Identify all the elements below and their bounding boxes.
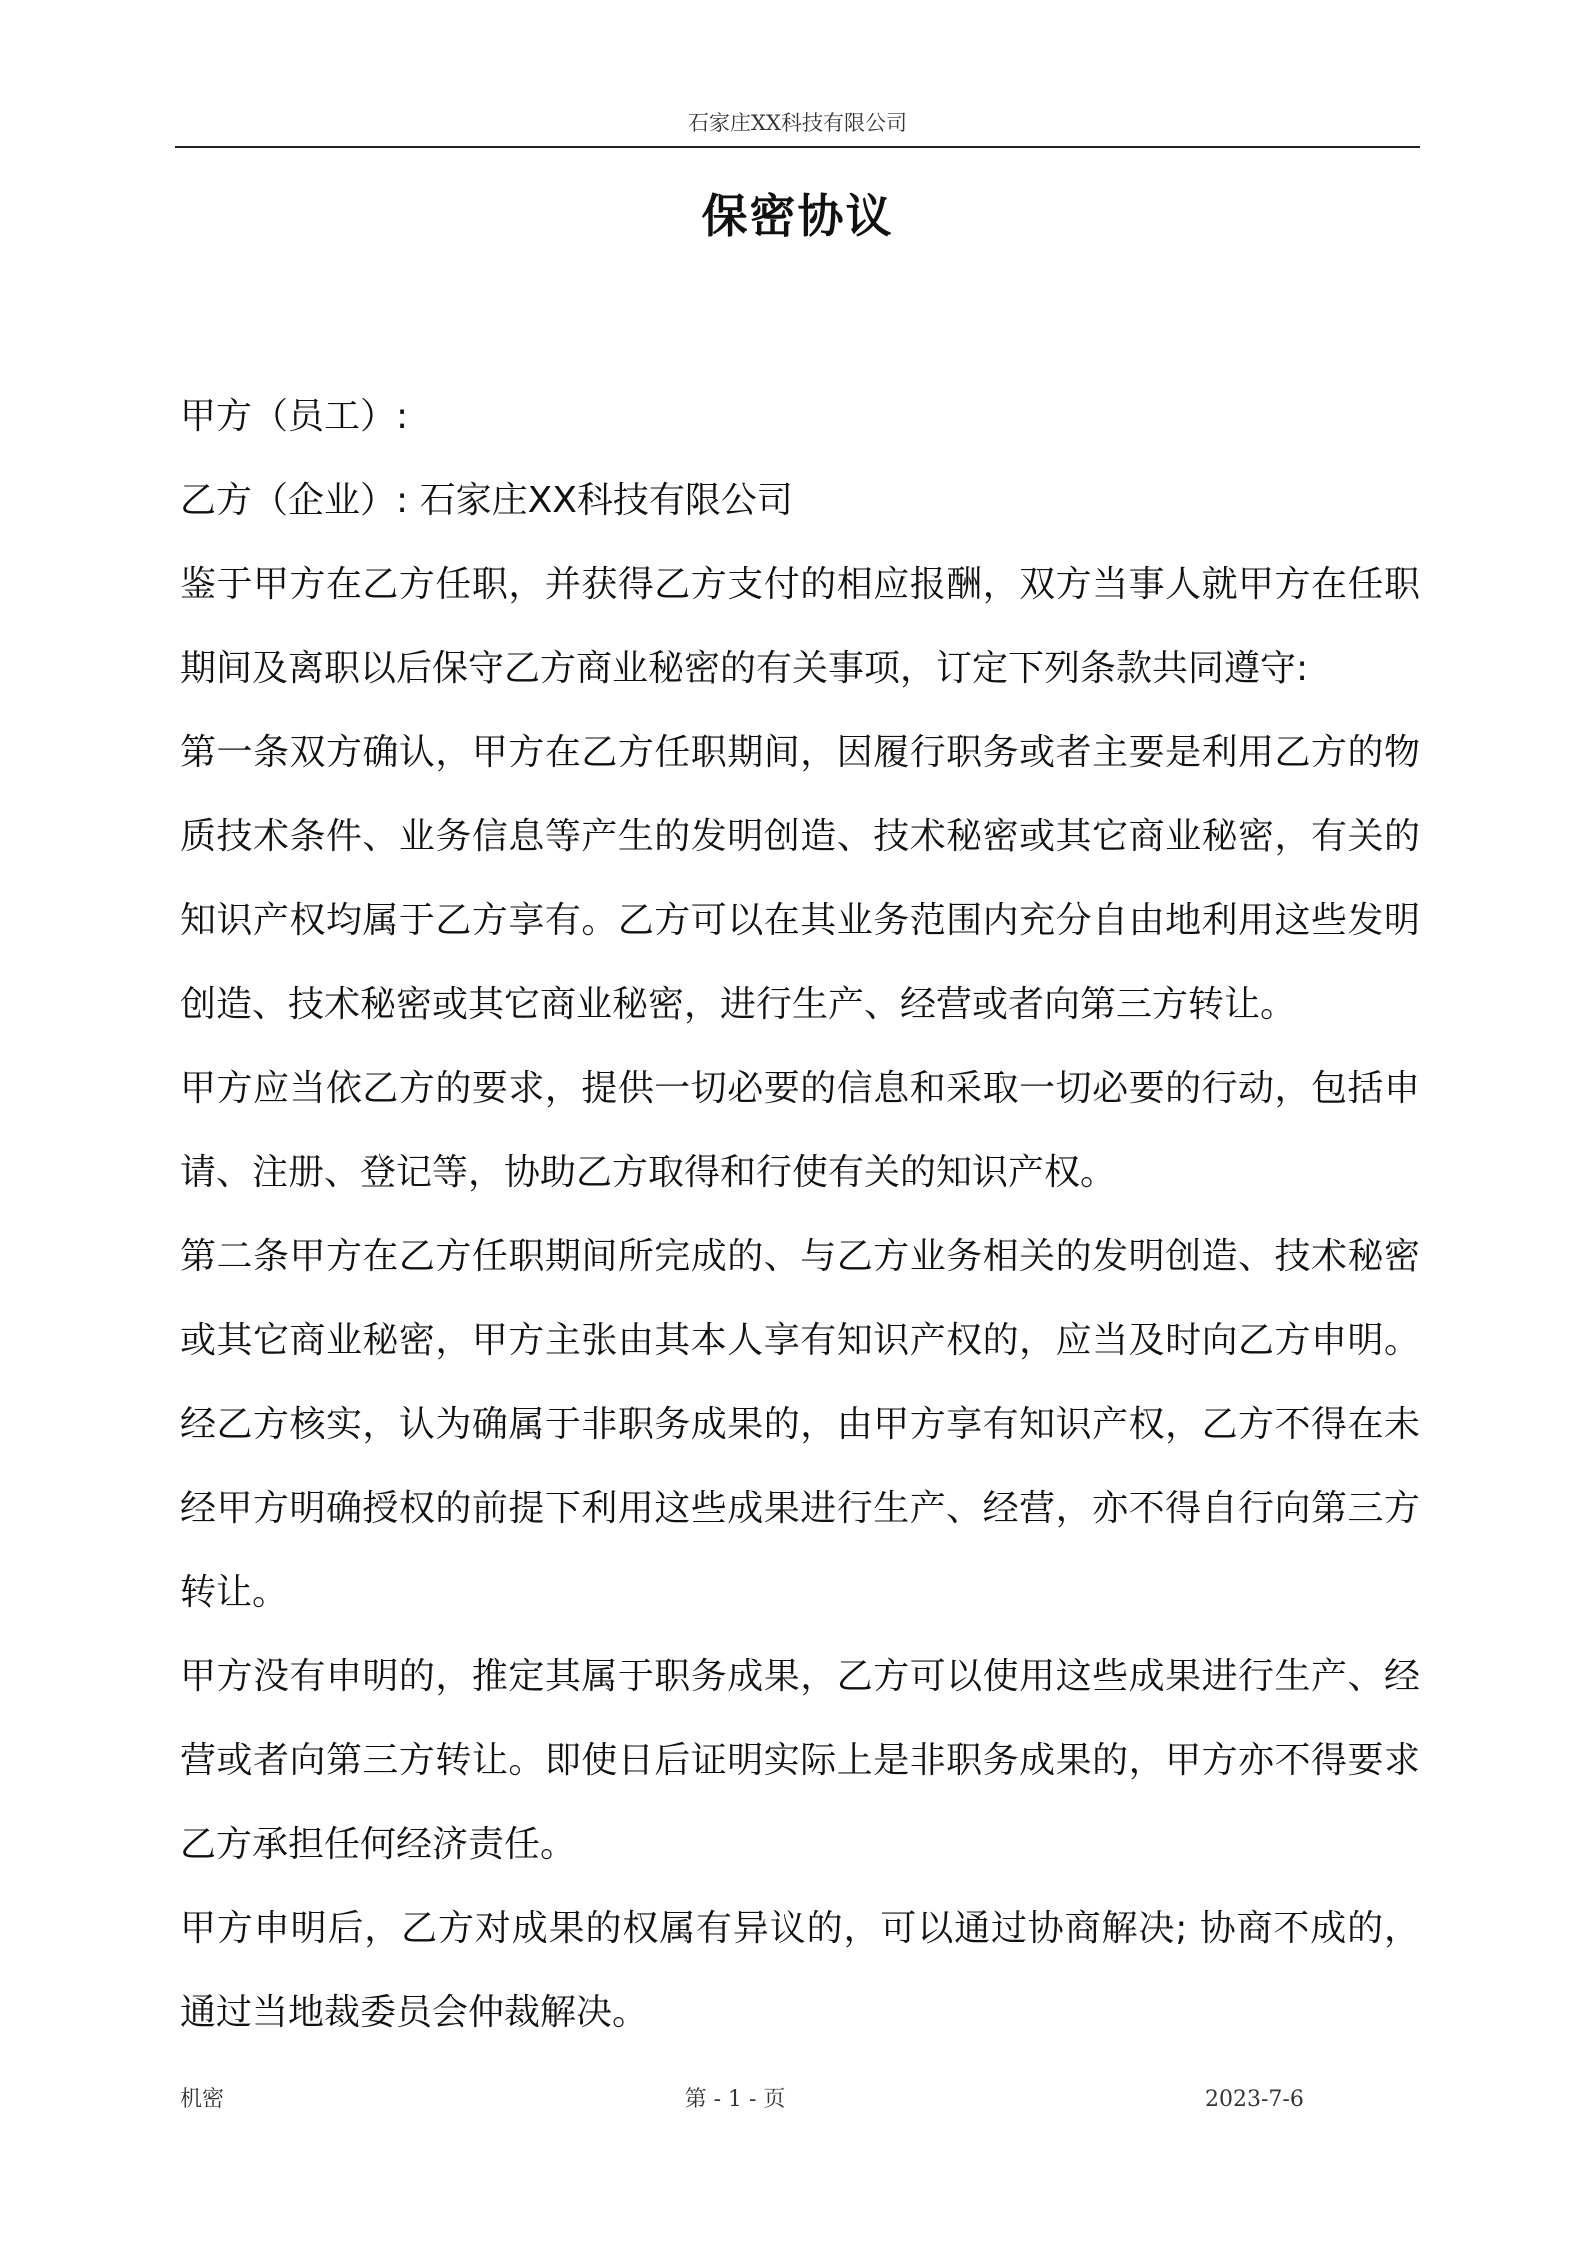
- footer-confidential-label: 机密: [180, 2087, 225, 2112]
- header-divider: [175, 146, 1420, 148]
- document-title: 保密协议: [701, 189, 894, 243]
- party-a-line: 甲方（员工）:: [180, 396, 409, 437]
- paragraph-article-2-cont: 甲方没有申明的，推定其属于职务成果，乙方可以使用这些成果进行生产、经营或者向第三方转让。即使日后证明实际上是非职务成果的，甲方亦不得要求乙方承担任何经济责任。: [180, 1656, 1420, 1865]
- paragraph-article-1-cont: 甲方应当依乙方的要求，提供一切必要的信息和采取一切必要的行动，包括申请、注册、登记等，协助乙方取得和行使有关的知识产权。: [180, 1068, 1420, 1193]
- paragraph-article-2-dispute: 甲方申明后，乙方对成果的权属有异议的，可以通过协商解决; 协商不成的，通过当地裁委员会仲裁解决。: [180, 1908, 1420, 2033]
- paragraph-article-1: 第一条双方确认，甲方在乙方任职期间，因履行职务或者主要是利用乙方的物质技术条件、业务信息等产生的发明创造、技术秘密或其它商业秘密，有关的知识产权均属于乙方享有。乙方可以在其业务范围内充分自由地利用这些发明创造、技术秘密或其它商业秘密，进行生产、经营或者向第三方转让。: [180, 732, 1420, 1025]
- document-body: [180, 375, 1420, 2055]
- footer-page-number: 第 - 1 - 页: [684, 2087, 786, 2112]
- paragraph-preamble: 鉴于甲方在乙方任职，并获得乙方支付的相应报酬，双方当事人就甲方在任职期间及离职以后保守乙方商业秘密的有关事项，订定下列条款共同遵守:: [180, 564, 1420, 689]
- footer-date: 2023-7-6: [1205, 2087, 1304, 2112]
- party-b-line: 乙方（企业）: 石家庄XX科技有限公司: [180, 480, 793, 521]
- paragraph-article-2: 第二条甲方在乙方任职期间所完成的、与乙方业务相关的发明创造、技术秘密或其它商业秘密，甲方主张由其本人享有知识产权的，应当及时向乙方申明。经乙方核实，认为确属于非职务成果的，由甲方享有知识产权，乙方不得在未经甲方明确授权的前提下利用这些成果进行生产、经营，亦不得自行向第三方转让。: [180, 1236, 1420, 1613]
- page-header: 石家庄XX科技有限公司: [688, 111, 907, 135]
